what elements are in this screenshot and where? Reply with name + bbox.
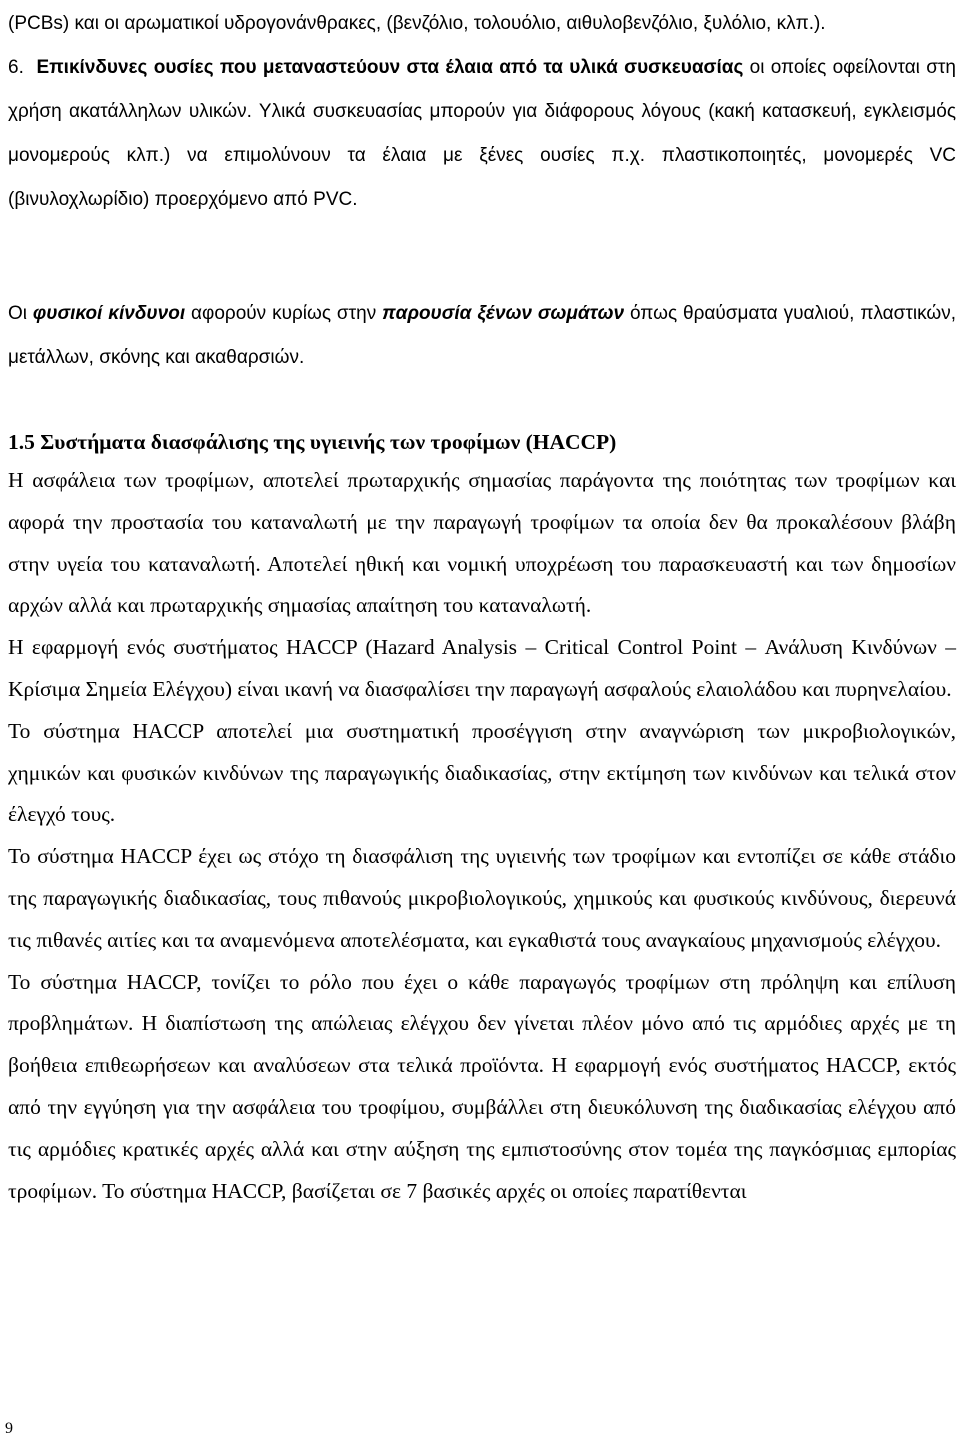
text-run: όπως θραύσματα γυαλιού, πλαστικών, μετάλλων, σκόνης και ακαθαρσιών.	[8, 303, 956, 368]
physical-hazards-paragraph	[8, 292, 956, 380]
emphasis-foreign-bodies: παρουσία ξένων σωμάτων	[382, 303, 625, 324]
list-number: 6.	[8, 57, 24, 78]
intro-block	[8, 2, 956, 222]
list-item-bold-phrase: Επικίνδυνες ουσίες που μεταναστεύουν στα έλαια από τα υλικά συσκευασίας	[36, 57, 744, 78]
section-paragraph-3: Το σύστημα HACCP αποτελεί μια συστηματική προσέγγιση στην αναγνώριση των μικροβιολογικών, χημικών και φυσικών κινδύνων της παραγωγικής διαδικασίας, στην εκτίμηση των κινδύνων και τελικά στον έλεγχό τους.	[8, 718, 956, 827]
text-run: αφορούν κυρίως στην	[185, 303, 383, 324]
section-paragraph-4: Το σύστημα HACCP έχει ως στόχο τη διασφάλιση της υγιεινής των τροφίμων και εντοπίζει σε κάθε στάδιο της παραγωγικής διαδικασίας, τους πιθανούς μικροβιολογικούς, χημικούς και φυσικούς κινδύνους, διερευνά τις πιθανές αιτίες και τα αναμενόμενα αποτελέσματα, και εγκαθιστά τους αναγκαίους μηχανισμούς ελέγχου.	[8, 844, 956, 952]
physical-hazards-block	[8, 292, 956, 380]
intro-paragraph: (PCBs) και οι αρωματικοί υδρογονάνθρακες, (βενζόλιο, τολουόλιο, αιθυλοβενζόλιο, ξυλόλιο, κλπ.).	[8, 13, 826, 34]
section-paragraph-1: Η ασφάλεια των τροφίμων, αποτελεί πρωταρχικής σημασίας παράγοντα της ποιότητας των τροφίμων και αφορά την προστασία του καταναλωτή με την παραγωγή τροφίμων τα οποία δεν θα προκαλέσουν βλάβη στην υγεία του καταναλωτή. Αποτελεί ηθική και νομική υποχρέωση του παρασκευαστή και των δημοσίων αρχών αλλά και πρωταρχικής σημασίας απαίτηση του καταναλωτή.	[8, 468, 956, 618]
section-heading: 1.5 Συστήματα διασφάλισης της υγιεινής των τροφίμων (HACCP)	[8, 430, 617, 454]
haccp-section	[8, 427, 956, 1212]
page-number: 9	[5, 1420, 13, 1437]
section-paragraph-5: Το σύστημα HACCP, τονίζει το ρόλο που έχει ο κάθε παραγωγός τροφίμων στη πρόληψη και επίλυση προβλημάτων. Η διαπίστωση της απώλειας ελέγχου δεν γίνεται πλέον μόνο από τις αρμόδιες αρχές με τη βοήθεια επιθεωρήσεων και αναλύσεων στα τελικά προϊόντα. Η εφαρμογή ενός συστήματος HACCP, εκτός από την εγγύηση για την ασφάλεια του τροφίμου, συμβάλλει στη διευκόλυνση της διαδικασίας ελέγχου από τις αρμόδιες κρατικές αρχές αλλά και στην αύξηση της εμπιστοσύνης στον τομέα της παγκόσμιας εμπορίας τροφίμων. Το σύστημα HACCP, βασίζεται σε 7 βασικές αρχές οι οποίες παρατίθενται	[8, 969, 956, 1203]
text-run: Οι	[8, 303, 33, 324]
emphasis-physical-hazards: φυσικοί κίνδυνοι	[32, 303, 186, 324]
section-paragraph-2: Η εφαρμογή ενός συστήματος HACCP (Hazard Analysis – Critical Control Point – Ανάλυση Κινδύνων – Κρίσιμα Σημεία Ελέγχου) είναι ικανή να διασφαλίσει την παραγωγή ασφαλούς ελαιολάδου και πυρηνελαίου.	[8, 635, 956, 701]
list-item-text: οι οποίες οφείλονται στη χρήση ακατάλληλων υλικών. Υλικά συσκευασίας μπορούν για διάφορους λόγους (κακή κατασκευή, εγκλεισμός μονομερούς κλπ.) να επιμολύνουν τα έλαια με ξένες ουσίες π.χ. πλαστικοποιητές, μονομερές VC (βινυλοχλωρίδιο) προερχόμενο από PVC.	[8, 57, 957, 210]
list-item-6	[8, 46, 956, 222]
